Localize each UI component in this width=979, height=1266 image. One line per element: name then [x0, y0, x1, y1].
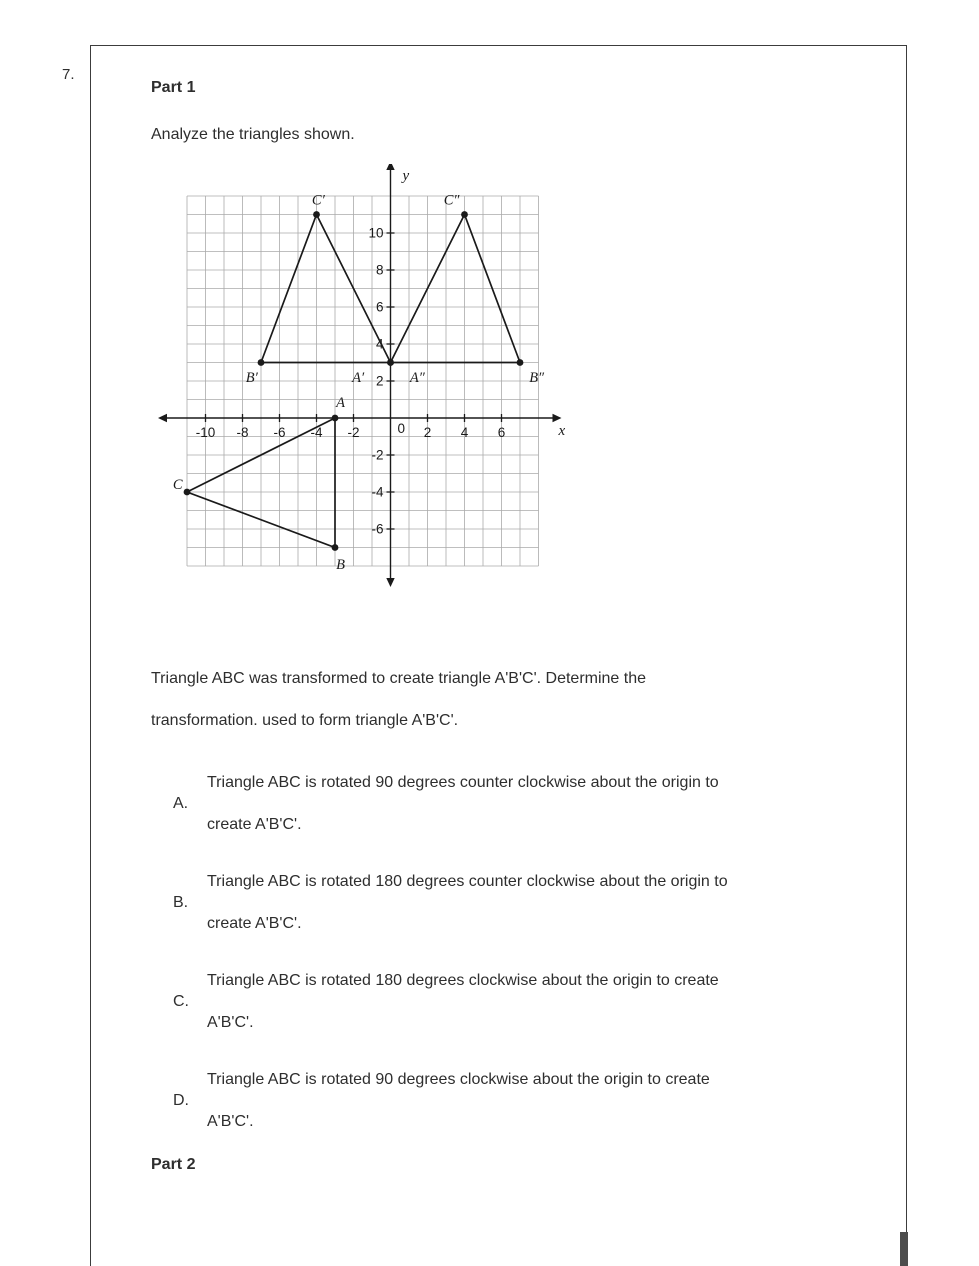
y-tick-label: -2 [371, 447, 384, 463]
vertex-dot [332, 415, 339, 422]
vertex-dot [184, 489, 191, 496]
vertex-dot [387, 359, 394, 366]
x-tick-label: 6 [497, 425, 506, 440]
choice-d-line2: A'B'C'. [207, 1113, 254, 1130]
x-tick-label: -6 [273, 425, 286, 440]
choice-c-line1: Triangle ABC is rotated 180 degrees clockwise about the origin to create [207, 972, 719, 989]
y-tick-label: 6 [375, 299, 384, 315]
x-tick-label: 4 [460, 425, 469, 440]
choice-d-label: D. [173, 1092, 189, 1109]
answer-choice-d[interactable] [151, 1059, 861, 1143]
axis-arrowhead [386, 164, 394, 170]
vertex-dot [461, 211, 468, 218]
choice-a-line1: Triangle ABC is rotated 90 degrees counter clockwise about the origin to [207, 774, 719, 791]
choice-a-text [207, 762, 719, 846]
y-tick-label: 2 [375, 373, 384, 389]
choice-b-text [207, 861, 728, 945]
origin-label: 0 [397, 421, 406, 436]
question-text [151, 658, 646, 742]
x-tick-label: 2 [423, 425, 432, 440]
vertex-dot [517, 359, 524, 366]
answer-choice-c[interactable] [151, 960, 861, 1044]
answer-choice-b[interactable] [151, 861, 861, 945]
coordinate-graph [155, 164, 571, 603]
x-tick-label: -4 [310, 425, 323, 440]
choice-d-text [207, 1059, 710, 1143]
coordinate-plane-svg [155, 164, 571, 598]
vertex-dot [313, 211, 320, 218]
vertex-dot [258, 359, 265, 366]
part1-heading: Part 1 [151, 79, 196, 96]
x-axis-label: x [558, 423, 566, 439]
y-axis-label: y [402, 168, 410, 184]
vertex-label: C″ [443, 192, 460, 209]
vertex-label: B″ [529, 369, 545, 386]
answer-choice-a[interactable] [151, 762, 861, 846]
axis-arrowhead [386, 578, 394, 587]
triangle-abc [173, 395, 345, 573]
vertex-label: A′ [352, 369, 365, 386]
y-tick-label: 8 [375, 262, 384, 278]
triangle-abc-double-prime [387, 192, 545, 386]
choice-c-line2: A'B'C'. [207, 1014, 254, 1031]
y-tick-label: 10 [368, 225, 384, 241]
choice-b-line2: create A'B'C'. [207, 915, 302, 932]
choice-a-line2: create A'B'C'. [207, 816, 302, 833]
vertex-label: C [172, 477, 183, 494]
part2-heading: Part 2 [151, 1156, 196, 1173]
question-number: 7. [62, 66, 75, 83]
part1-prompt: Analyze the triangles shown. [151, 126, 355, 143]
question-card [90, 45, 907, 1266]
choice-a-label: A. [173, 795, 189, 812]
vertex-label: C′ [311, 192, 325, 209]
question-text-line2: transformation. used to form triangle A'B'C'. [151, 712, 459, 729]
vertex-label: B′ [245, 369, 258, 386]
scrollbar-thumb[interactable] [900, 1232, 908, 1266]
choice-b-line1: Triangle ABC is rotated 180 degrees counter clockwise about the origin to [207, 873, 728, 890]
choice-c-text [207, 960, 719, 1044]
vertex-label: A [336, 394, 345, 411]
answer-choices [151, 762, 861, 1158]
axis-arrowhead [158, 414, 167, 422]
choice-d-line1: Triangle ABC is rotated 90 degrees clockwise about the origin to create [207, 1071, 710, 1088]
vertex-label: B [336, 556, 345, 573]
x-tick-label: -2 [347, 425, 360, 440]
x-tick-label: -8 [236, 425, 249, 440]
vertex-label: A″ [409, 369, 425, 386]
question-text-line1: Triangle ABC was transformed to create triangle A'B'C'. Determine the [151, 670, 647, 687]
y-tick-label: -6 [371, 521, 384, 537]
y-tick-label: -4 [371, 484, 384, 500]
y-tick-label: 4 [375, 336, 384, 352]
axis-arrowhead [553, 414, 562, 422]
choice-c-label: C. [173, 993, 189, 1010]
vertex-dot [332, 544, 339, 551]
choice-b-label: B. [173, 894, 189, 911]
x-tick-label: -10 [195, 425, 216, 440]
